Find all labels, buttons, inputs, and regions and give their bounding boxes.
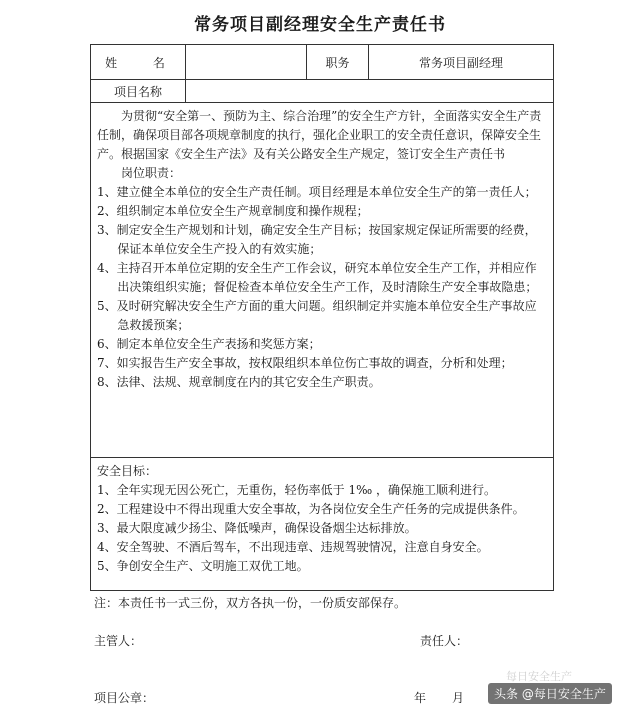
duty-item: 1、建立健全本单位的安全生产责任制。项目经理是本单位安全生产的第一责任人； [97,185,537,199]
header-row [91,45,554,80]
name-value [186,45,307,80]
supervisor-label: 主管人： [94,634,143,648]
copies-note: 注：本责任书一式三份，双方各执一份，一份质安部保存。 [94,596,407,610]
year-label: 年 [414,691,427,705]
duties-row [91,103,554,458]
position-label: 职务 [307,45,369,80]
project-value [186,80,554,103]
name-label: 姓 名 [91,45,186,80]
duty-item: 4、主持召开本单位定期的安全生产工作会议，研究本单位安全生产工作，并相应作出决策组织实施；督促检查本单位安全生产工作，及时清除生产安全事故隐患； [97,261,538,294]
goal-item: 5、争创安全生产、文明施工双优工地。 [97,559,309,573]
position-value: 常务项目副经理 [369,45,554,80]
duty-item: 2、组织制定本单位安全生产规章制度和操作规程； [97,204,369,218]
duty-item: 3、制定安全生产规划和计划，确定安全生产目标；按国家规定保证所需要的经费，保证本单位安全生产投入的有效实施； [97,223,537,256]
goals-heading: 安全目标： [97,464,158,478]
responsible-label: 责任人： [420,634,469,648]
project-row [91,80,554,103]
duty-item: 6、制定本单位安全生产表扬和奖惩方案； [97,337,321,351]
month-label: 月 [452,691,465,705]
project-label: 项目名称 [91,80,186,103]
goal-item: 2、工程建设中不得出现重大安全事故，为各岗位安全生产任务的完成提供条件。 [97,502,525,516]
duty-item: 7、如实报告生产安全事故，按权限组织本单位伤亡事故的调查，分析和处理； [97,356,513,370]
duty-item: 8、法律、法规、规章制度在内的其它安全生产职责。 [97,375,381,389]
document-title: 常务项目副经理安全生产责任书 [194,15,446,35]
faint-watermark: 每日安全生产 [506,670,572,683]
duty-item: 5、及时研究解决安全生产方面的重大问题。组织制定并实施本单位安全生产事故应急救援预案； [97,299,537,332]
intro-paragraph: 为贯彻“安全第一、预防为主、综合治理”的安全生产方针，全面落实安全生产责任制，确保项目部各项规章制度的执行，强化企业职工的安全责任意识，保障安全生产。根据国家《安全生产法》及有关公路安全生产规定，签订安全生产责任书 [97,109,542,161]
duties-cell [91,103,554,458]
goal-item: 3、最大限度减少扬尘、降低噪声，确保设备烟尘达标排放。 [97,521,417,535]
seal-label: 项目公章： [94,691,155,705]
watermark-badge: 头条 @每日安全生产 [488,683,612,704]
responsibility-table [90,44,554,591]
goals-cell [91,458,554,591]
goal-item: 4、安全驾驶、不酒后驾车，不出现违章、违规驾驶情况，注意自身安全。 [97,540,489,554]
goals-row [91,458,554,591]
duties-heading: 岗位职责： [121,166,182,180]
goal-item: 1、全年实现无因公死亡，无重伤，轻伤率低于 1‰ ，确保施工顺利进行。 [97,483,497,497]
